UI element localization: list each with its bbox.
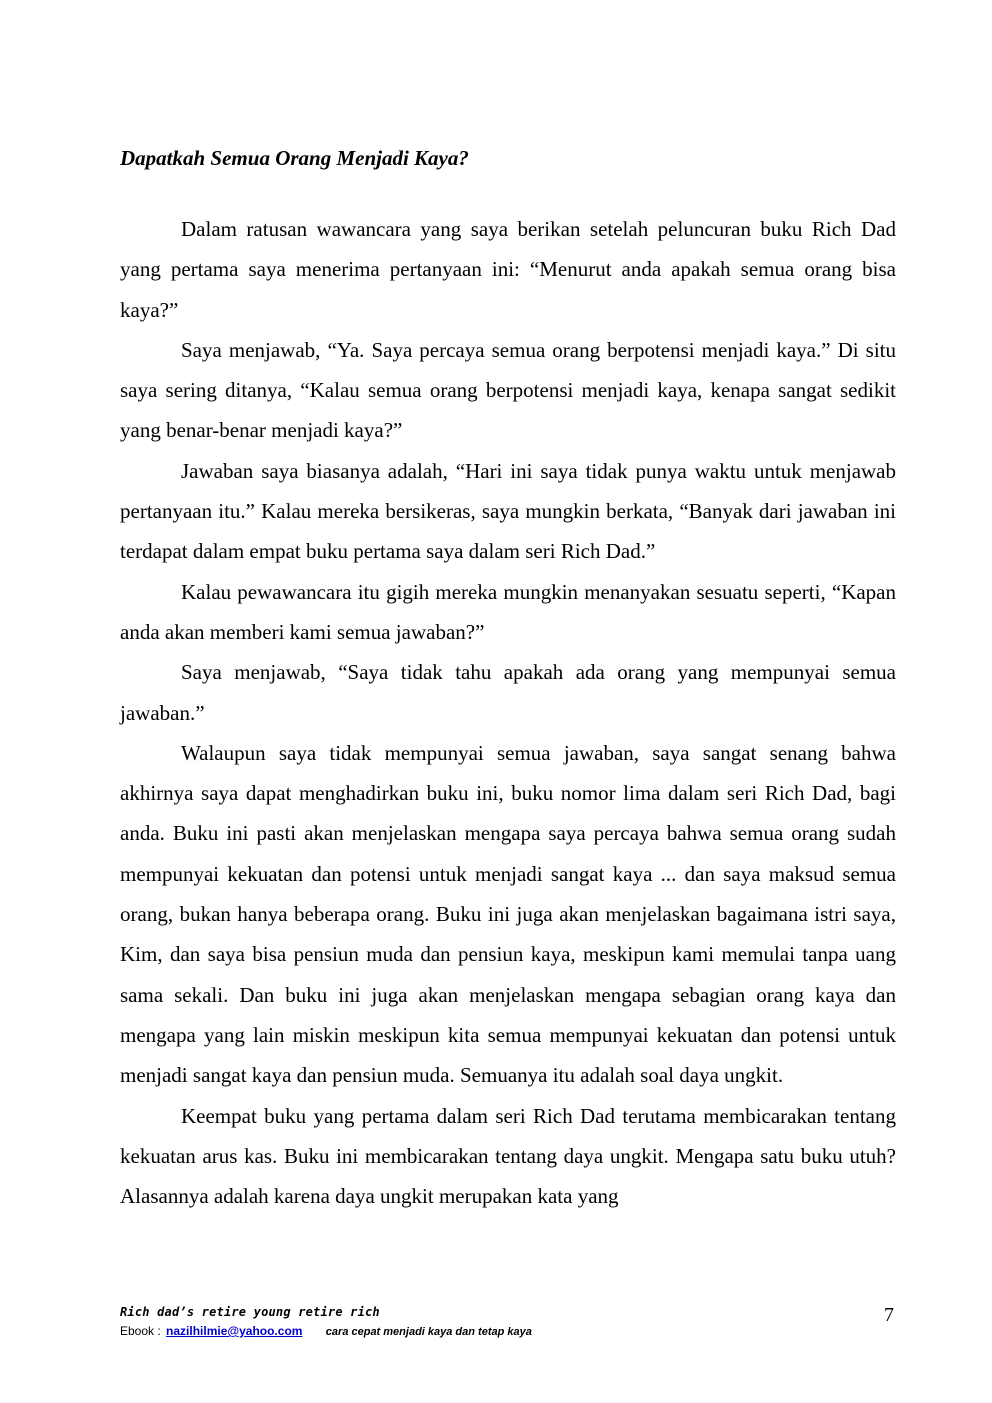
footer-ebook-line — [120, 1324, 532, 1338]
footer-ebook-label: Ebook : — [120, 1324, 161, 1338]
paragraph: Jawaban saya biasanya adalah, “Hari ini saya tidak punya waktu untuk menjawab pertanyaan itu.” Kalau mereka bersikeras, saya mungkin berkata, “Banyak dari jawaban ini terdapat dalam empat buku pertama saya dalam seri Rich Dad.” — [120, 458, 896, 564]
paragraph: Keempat buku yang pertama dalam seri Rich Dad terutama membicarakan tentang kekuatan arus kas. Buku ini membicarakan tentang daya ungkit. Mengapa satu buku utuh? Alasannya adalah karena daya ungkit merupakan kata yang — [120, 1103, 896, 1209]
paragraph: Walaupun saya tidak mempunyai semua jawaban, saya sangat senang bahwa akhirnya saya dapat menghadirkan buku ini, buku nomor lima dalam seri Rich Dad, bagi anda. Buku ini pasti akan menjelaskan mengapa saya percaya bahwa semua orang sudah mempunyai kekuatan dan potensi untuk menjadi sangat kaya ... dan saya maksud semua orang, bukan hanya beberapa orang. Buku ini juga akan menjelaskan bagaimana istri saya, Kim, dan saya bisa pensiun muda dan pensiun kaya, meskipun kami memulai tanpa uang sama sekali. Dan buku ini juga akan menjelaskan mengapa sebagian orang kaya dan mengapa yang lain miskin meskipun kita semua mempunyai kekuatan dan potensi untuk menjadi sangat kaya dan pensiun muda. Semuanya itu adalah soal daya ungkit. — [120, 740, 896, 1088]
body-text — [120, 209, 896, 1216]
footer-email-link[interactable]: nazilhilmie@yahoo.com — [166, 1324, 303, 1338]
paragraph: Saya menjawab, “Saya tidak tahu apakah ada orang yang mempunyai semua jawaban.” — [120, 660, 896, 725]
footer-book-title: Rich dad’s retire young retire rich — [120, 1305, 380, 1319]
page-number: 7 — [884, 1304, 894, 1326]
footer-tagline: cara cepat menjadi kaya dan tetap kaya — [325, 1326, 532, 1338]
paragraph: Kalau pewawancara itu gigih mereka mungkin menanyakan sesuatu seperti, “Kapan anda akan memberi kami semua jawaban?” — [120, 579, 896, 644]
section-heading: Dapatkah Semua Orang Menjadi Kaya? — [120, 146, 469, 170]
paragraph: Dalam ratusan wawancara yang saya berikan setelah peluncuran buku Rich Dad yang pertama saya menerima pertanyaan ini: “Menurut anda apakah semua orang bisa kaya?” — [120, 217, 896, 322]
paragraph: Saya menjawab, “Ya. Saya percaya semua orang berpotensi menjadi kaya.” Di situ saya sering ditanya, “Kalau semua orang berpotensi menjadi kaya, kenapa sangat sedikit yang benar-benar menjadi kaya?” — [120, 337, 896, 443]
